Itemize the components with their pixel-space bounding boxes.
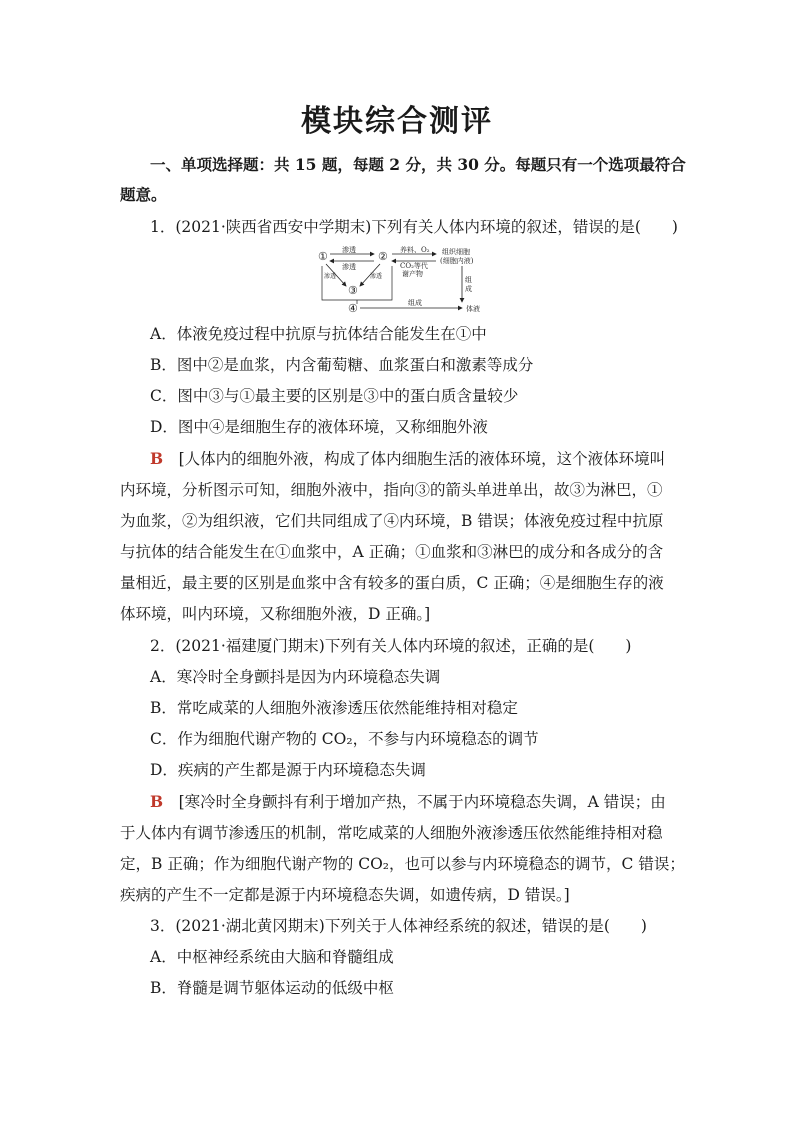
q1-option-a: A．体液免疫过程中抗原与抗体结合能发生在①中 bbox=[150, 325, 487, 343]
label-cell-2: (细胞内液) bbox=[440, 257, 474, 265]
q2-explanation-line4: 疾病的产生不一定都是源于内环境稳态失调，如遗传病，D 错误。] bbox=[120, 886, 570, 904]
node-3: ③ bbox=[348, 284, 358, 297]
q1-option-c: C．图中③与①最主要的区别是③中的蛋白质含量较少 bbox=[150, 387, 519, 405]
label-compose-2: 成 bbox=[465, 285, 472, 293]
q2-option-b: B．常吃咸菜的人细胞外液渗透压依然能维持相对稳定 bbox=[150, 699, 518, 717]
label-compose-1: 组 bbox=[465, 276, 472, 284]
label-seep-left: 渗透 bbox=[324, 273, 337, 280]
q2-explanation-line3: 定，B 正确；作为细胞代谢产物的 CO₂，也可以参与内环境稳态的调节，C 错误； bbox=[120, 855, 685, 873]
q1-explanation-line1: B [人体内的细胞外液，构成了体内细胞生活的液体环境，这个液体环境叫 bbox=[150, 449, 666, 468]
label-compose-3: 组成 bbox=[408, 299, 422, 307]
q2-explanation-line1: B [寒冷时全身颤抖有利于增加产热，不属于内环境稳态失调，A 错误；由 bbox=[150, 792, 666, 811]
q2-stem: 2．(2021·福建厦门期末)下列有关人体内环境的叙述，正确的是( ) bbox=[150, 637, 632, 655]
q1-explanation-line4: 与抗体的结合能发生在①血浆中，A 正确；①血浆和③淋巴的成分和各成分的含 bbox=[120, 543, 664, 561]
label-seep-right: 渗透 bbox=[370, 273, 383, 280]
node-4: ④ bbox=[348, 302, 358, 315]
q1-stem: 1．(2021·陕西省西安中学期末)下列有关人体内环境的叙述，错误的是( ) bbox=[150, 218, 678, 236]
q1-option-b: B．图中②是血浆，内含葡萄糖、血浆蛋白和激素等成分 bbox=[150, 356, 534, 374]
q1-option-d: D．图中④是细胞生存的液体环境，又称细胞外液 bbox=[150, 418, 488, 436]
q1-explanation-line6: 体环境，叫内环境，又称细胞外液，D 正确。] bbox=[120, 605, 431, 623]
label-seep-bottom: 渗透 bbox=[342, 263, 356, 271]
q1-diagram bbox=[312, 244, 508, 316]
node-1: ① bbox=[318, 250, 328, 263]
q1-explanation-line3: 为血浆，②为组织液，它们共同组成了④内环境，B 错误；体液免疫过程中抗原 bbox=[120, 512, 664, 530]
q3-stem: 3．(2021·湖北黄冈期末)下列关于人体神经系统的叙述，错误的是( ) bbox=[150, 917, 647, 935]
q2-option-a: A．寒冷时全身颤抖是因为内环境稳态失调 bbox=[150, 668, 441, 686]
label-body-fluid: 体液 bbox=[466, 305, 480, 313]
q1-answer: B bbox=[150, 449, 164, 468]
label-waste-1: CO₂等代 bbox=[400, 262, 428, 270]
q3-option-a: A．中枢神经系统由大脑和脊髓组成 bbox=[150, 948, 394, 966]
q2-option-d: D．疾病的产生都是源于内环境稳态失调 bbox=[150, 761, 426, 779]
label-waste-2: 谢产物 bbox=[402, 270, 423, 278]
q3-option-b: B．脊髓是调节躯体运动的低级中枢 bbox=[150, 979, 394, 997]
page-title: 模块综合测评 bbox=[301, 104, 493, 139]
section-heading-line2: 题意。 bbox=[120, 185, 167, 204]
q2-explanation-line2: 于人体内有调节渗透压的机制，常吃咸菜的人细胞外液渗透压依然能维持相对稳 bbox=[120, 824, 663, 842]
node-2: ② bbox=[378, 250, 388, 263]
q2-option-c: C．作为细胞代谢产物的 CO₂，不参与内环境稳态的调节 bbox=[150, 730, 539, 748]
q2-answer: B bbox=[150, 792, 164, 811]
q1-explanation-line2: 内环境，分析图示可知，细胞外液中，指向③的箭头单进单出，故③为淋巴，① bbox=[120, 481, 663, 499]
label-nutrient: 养料、O₂ bbox=[400, 246, 430, 254]
q1-explanation-line5: 量相近，最主要的区别是血浆中含有较多的蛋白质，C 正确；④是细胞生存的液 bbox=[120, 574, 664, 592]
label-cell-1: 组织细胞 bbox=[442, 248, 470, 256]
label-seep-top: 渗透 bbox=[342, 246, 356, 254]
section-heading-line1: 一、单项选择题：共 15 题，每题 2 分，共 30 分。每题只有一个选项最符合 bbox=[150, 155, 686, 174]
